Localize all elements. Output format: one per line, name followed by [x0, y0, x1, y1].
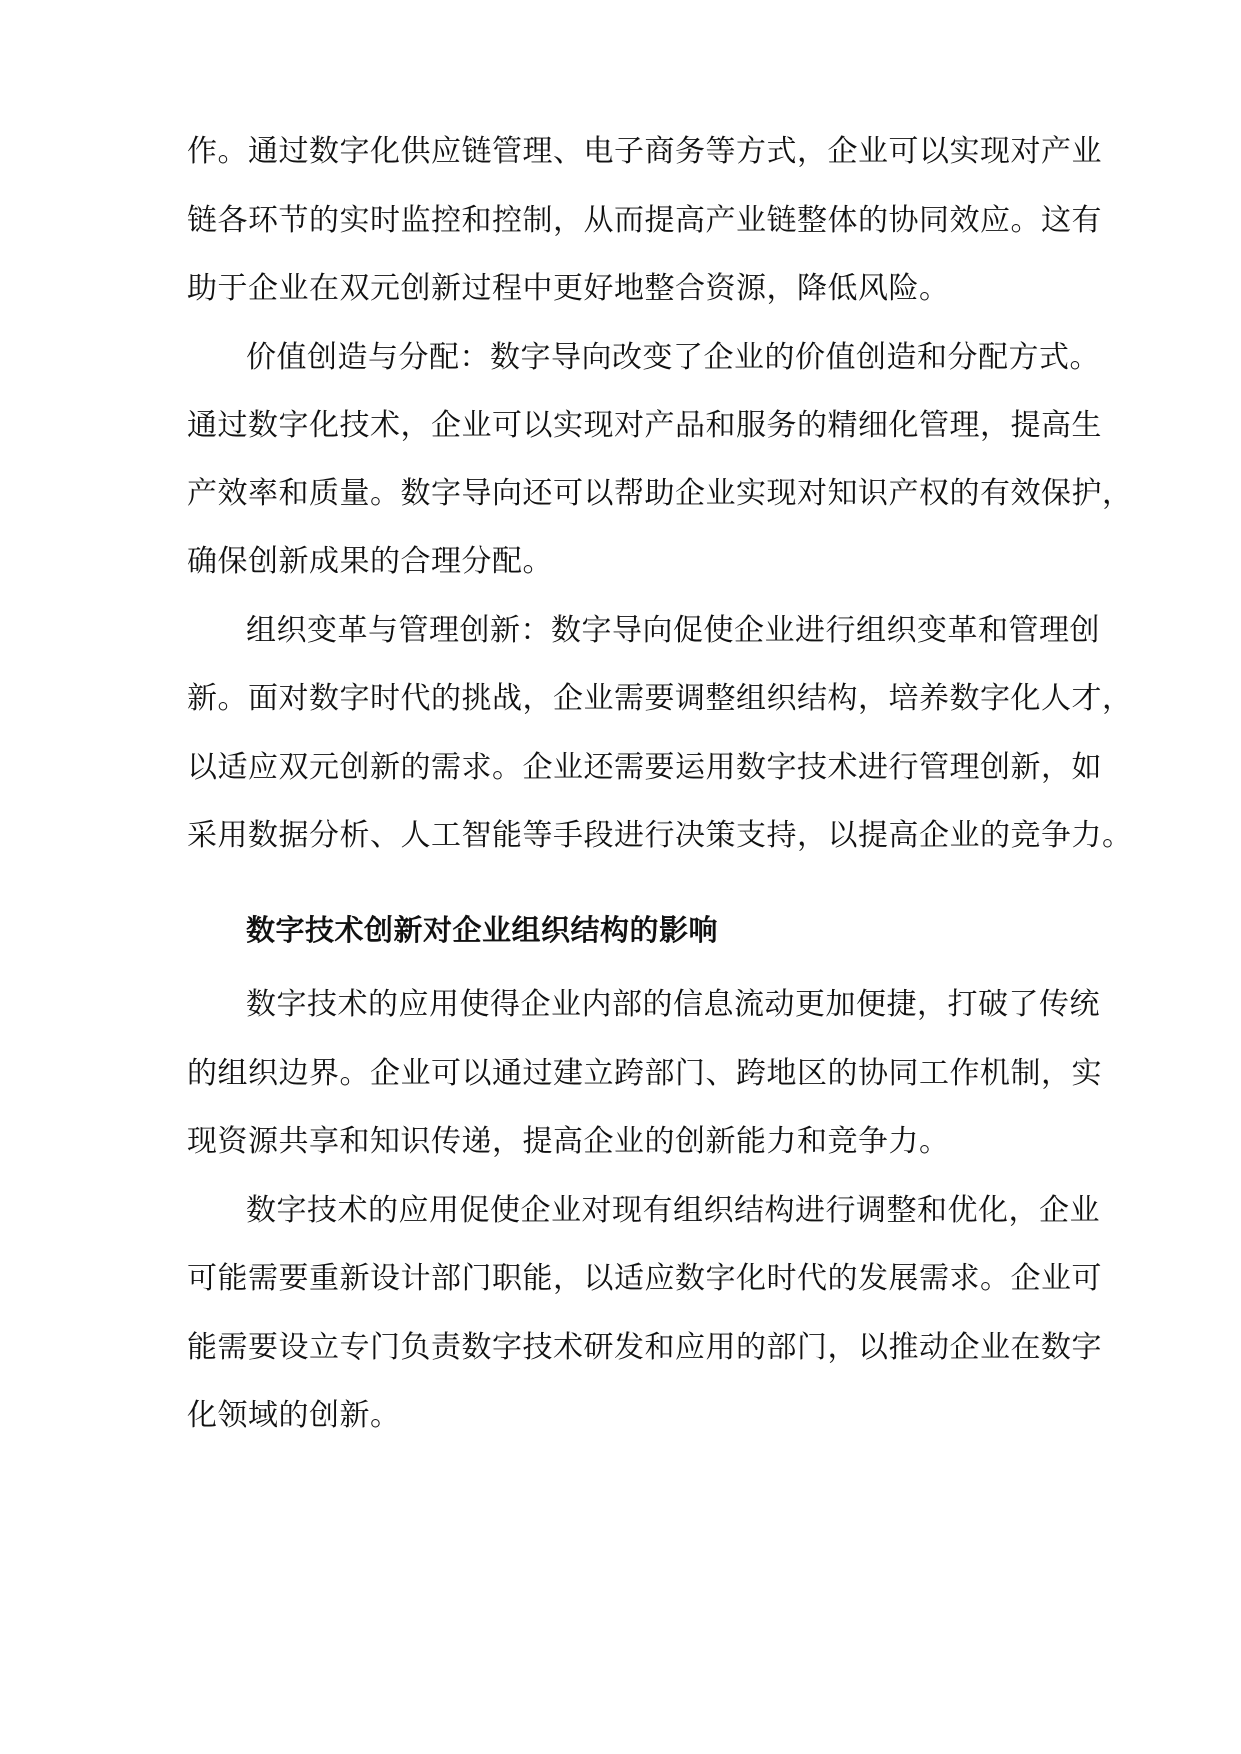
- paragraph-line: 确保创新成果的合理分配。: [187, 544, 553, 579]
- paragraph-line: 助于企业在双元创新过程中更好地整合资源，降低风险。: [187, 271, 950, 306]
- paragraph-line: 化领域的创新。: [187, 1398, 401, 1433]
- paragraph-line: 数字技术的应用使得企业内部的信息流动更加便捷，打破了传统: [246, 987, 1100, 1022]
- paragraph-line: 价值创造与分配：数字导向改变了企业的价值创造和分配方式。: [246, 340, 1100, 375]
- paragraph-line: 组织变革与管理创新：数字导向促使企业进行组织变革和管理创: [246, 613, 1100, 648]
- paragraph-line: 新。面对数字时代的挑战，企业需要调整组织结构，培养数字化人才，: [187, 681, 1133, 716]
- paragraph-line: 通过数字化技术，企业可以实现对产品和服务的精细化管理，提高生: [187, 408, 1102, 443]
- paragraph-line: 可能需要重新设计部门职能，以适应数字化时代的发展需求。企业可: [187, 1261, 1102, 1296]
- paragraph-line: 的组织边界。企业可以通过建立跨部门、跨地区的协同工作机制，实: [187, 1056, 1102, 1091]
- paragraph-line: 产效率和质量。数字导向还可以帮助企业实现对知识产权的有效保护，: [187, 476, 1133, 511]
- paragraph-line: 以适应双元创新的需求。企业还需要运用数字技术进行管理创新，如: [187, 750, 1102, 785]
- paragraph-line: 链各环节的实时监控和控制，从而提高产业链整体的协同效应。这有: [187, 203, 1102, 238]
- paragraph-line: 数字技术的应用促使企业对现有组织结构进行调整和优化，企业: [246, 1193, 1100, 1228]
- paragraph-line: 作。通过数字化供应链管理、电子商务等方式，企业可以实现对产业: [187, 134, 1102, 169]
- paragraph-line: 采用数据分析、人工智能等手段进行决策支持，以提高企业的竞争力。: [187, 818, 1133, 853]
- section-heading: 数字技术创新对企业组织结构的影响: [246, 913, 719, 947]
- paragraph-line: 现资源共享和知识传递，提高企业的创新能力和竞争力。: [187, 1124, 950, 1159]
- paragraph-line: 能需要设立专门负责数字技术研发和应用的部门，以推动企业在数字: [187, 1330, 1102, 1365]
